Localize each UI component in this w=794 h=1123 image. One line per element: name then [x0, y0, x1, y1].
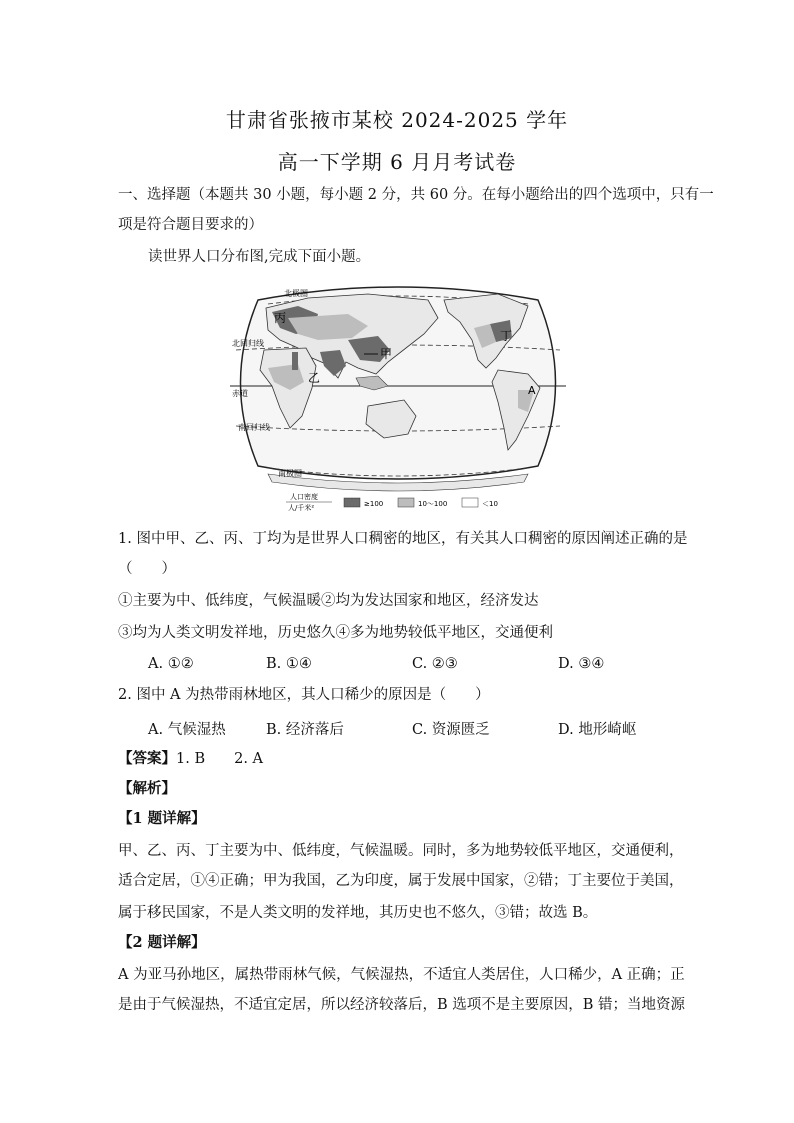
q1-analysis-line1: 甲、乙、丙、丁主要为中、低纬度，气候温暖。同时，多为地势较低平地区，交通便利，	[118, 843, 684, 859]
q2-analysis-line2: 是由于气候湿热，不适宜定居，所以经济较落后，B 选项不是主要原因，B 错；当地资源	[118, 997, 686, 1013]
q2-option-b: B. 经济落后	[266, 722, 344, 738]
answer-text: 1. B 2. A	[176, 751, 264, 767]
label-south-polar: 南极圈	[278, 469, 302, 478]
legend-label-low: ＜10	[482, 500, 498, 508]
label-equator: 赤道	[232, 389, 248, 398]
label-jia: 甲	[380, 347, 393, 361]
answer-label: 【答案】	[118, 750, 176, 767]
exam-title-line1: 甘肃省张掖市某校 2024-2025 学年	[225, 108, 569, 132]
q2-analysis-line1: A 为亚马孙地区，属热带雨林气候，气候湿热，不适宜人类居住，人口稀少，A 正确；正	[118, 967, 685, 983]
label-yi: 乙	[308, 371, 321, 385]
q2-option-a: A. 气候湿热	[148, 722, 226, 738]
analysis-label: 【解析】	[118, 780, 176, 797]
q1-option-b: B. ①④	[266, 656, 312, 672]
q2-option-c: C. 资源匮乏	[412, 722, 490, 738]
exam-title-line2: 高一下学期 6 月月考试卷	[277, 150, 517, 174]
section-heading-line1: 一、选择题（本题共 30 小题，每小题 2 分，共 60 分。在每小题给出的四个选项中，只有一	[118, 187, 714, 203]
q2-analysis-label: 【2 题详解】	[118, 934, 206, 951]
legend-label-high: ≥100	[364, 500, 384, 508]
q1-stem: 1. 图中甲、乙、丙、丁均为是世界人口稠密的地区，有关其人口稠密的原因阐述正确的是	[118, 531, 688, 547]
label-north-polar: 北极圈	[284, 289, 308, 298]
legend-swatch-mid	[398, 498, 414, 507]
world-population-map	[228, 278, 568, 512]
legend-swatch-high	[344, 498, 360, 507]
q1-analysis-line2: 适合定居，①④正确；甲为我国，乙为印度，属于发展中国家，②错；丁主要位于美国，	[118, 873, 684, 889]
map-legend	[286, 492, 498, 512]
q1-analysis-line3: 属于移民国家，不是人类文明的发祥地，其历史也不悠久，③错；故选 B。	[118, 905, 598, 921]
map-instruction: 读世界人口分布图,完成下面小题。	[148, 249, 371, 265]
label-tropic-north: 北回归线	[232, 339, 264, 348]
legend-unit: 人/千米²	[288, 504, 315, 512]
legend-title: 人口密度	[290, 493, 318, 501]
q2-stem: 2. 图中 A 为热带雨林地区，其人口稀少的原因是（ ）	[118, 687, 490, 703]
q1-answer-paren: （ ）	[118, 561, 176, 577]
q2-option-d: D. 地形崎岖	[558, 722, 637, 738]
label-tropic-south: 南回归线	[238, 423, 270, 432]
q1-option-d: D. ③④	[558, 656, 605, 672]
nile-dense-area	[292, 352, 298, 370]
label-a: A	[528, 384, 536, 397]
q1-option-c: C. ②③	[412, 656, 458, 672]
legend-swatch-low	[462, 498, 478, 507]
q1-option-a: A. ①②	[148, 656, 194, 672]
label-ding: 丁	[500, 329, 513, 343]
q1-statement-2: ③均为人类文明发祥地，历史悠久④多为地势较低平地区，交通便利	[118, 625, 553, 641]
answer-line	[118, 744, 678, 774]
map-svg	[228, 278, 568, 512]
label-bing: 丙	[274, 311, 287, 325]
legend-label-mid: 10～100	[418, 500, 448, 508]
q1-analysis-label: 【1 题详解】	[118, 810, 206, 827]
q1-statement-1: ①主要为中、低纬度，气候温暖②均为发达国家和地区，经济发达	[118, 593, 539, 609]
section-heading-line2: 项是符合题目要求的）	[118, 217, 263, 233]
